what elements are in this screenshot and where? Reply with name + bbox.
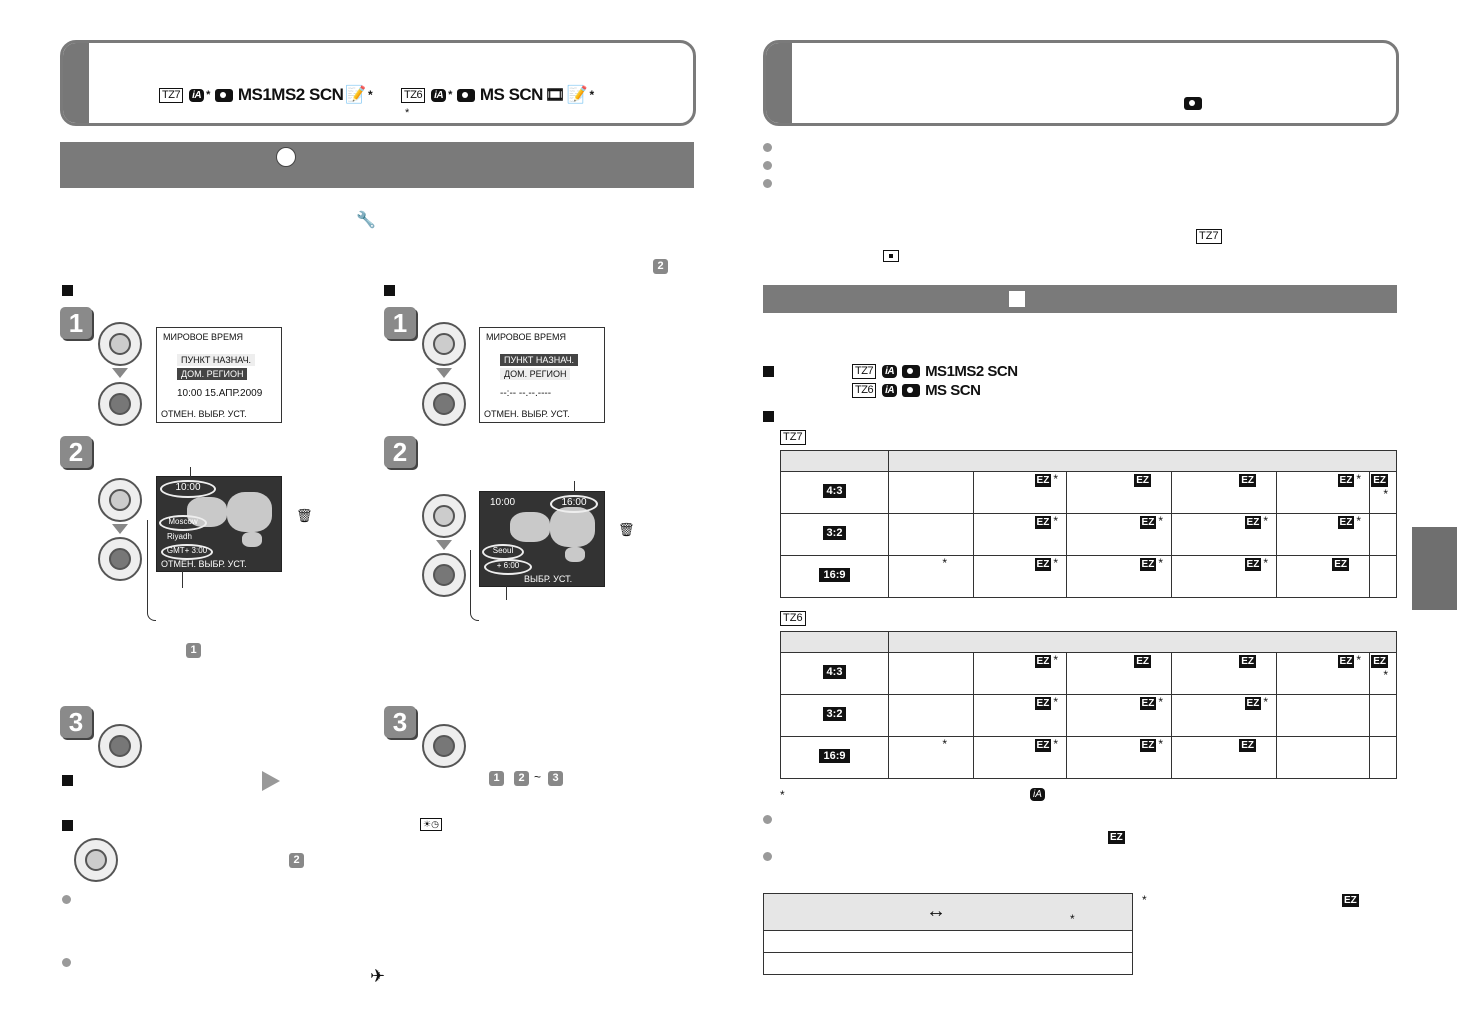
double-arrow-icon: ↔ — [926, 900, 946, 922]
bracket — [470, 550, 479, 621]
table-cell — [974, 653, 1067, 695]
dpad-left-right[interactable] — [98, 478, 142, 522]
star: * — [1158, 737, 1163, 751]
grid-icon — [1009, 291, 1025, 307]
tz6-badge: TZ6 — [401, 88, 425, 103]
ez-icon: EZ — [1241, 656, 1254, 667]
ez-icon: EZ — [1339, 517, 1353, 528]
ez-icon: EZ — [1110, 832, 1123, 843]
ratio-cell — [781, 737, 889, 779]
table-cell — [1067, 653, 1172, 695]
step-1-left: 1 — [60, 307, 92, 339]
dpad-up[interactable] — [422, 322, 466, 366]
wrench-icon: 🔧 — [356, 212, 376, 229]
comparison-table — [763, 893, 1133, 975]
ratio-cell — [781, 472, 889, 514]
column-marker-left — [62, 285, 73, 296]
right-header-box — [763, 40, 1399, 126]
ez-icon: EZ — [1373, 475, 1386, 486]
ia-icon: iA — [189, 89, 204, 102]
ratio-4-3: 4:3 — [823, 484, 847, 498]
header-cell — [781, 632, 889, 653]
table-cell — [1277, 514, 1370, 556]
ez-icon: EZ — [1246, 517, 1260, 528]
table-cell — [974, 472, 1067, 514]
table-cell — [1067, 514, 1172, 556]
bracket — [147, 520, 156, 621]
star: * — [1356, 472, 1361, 486]
section-marker — [62, 775, 73, 786]
left-header-box — [60, 40, 696, 126]
ia-icon: iA — [431, 89, 446, 102]
table-cell — [889, 653, 974, 695]
menu-item-home[interactable]: ДОМ. РЕГИОН — [177, 368, 247, 380]
star: * — [1356, 514, 1361, 528]
camera-icon — [1184, 97, 1202, 110]
table-cell — [974, 514, 1067, 556]
tz6-mode-text: MS SCN — [479, 85, 543, 104]
table-cell — [1067, 556, 1172, 598]
star: * — [1383, 668, 1388, 682]
screen-datetime: 10:00 15.АПР.2009 — [177, 388, 263, 399]
menu-item-destination[interactable]: ПУНКТ НАЗНАЧ. — [177, 354, 255, 366]
city-moscow[interactable]: Moscow — [159, 515, 207, 531]
gmt-offset: GMT+ 3:00 — [161, 544, 213, 560]
screen-title: МИРОВОЕ ВРЕМЯ — [163, 332, 243, 342]
lcd-screen-destination — [479, 327, 605, 423]
side-chapter-tab — [1412, 527, 1457, 610]
step-2-right: 2 — [384, 436, 416, 468]
time-difference: + 6:00 — [484, 559, 532, 575]
star: * — [1263, 556, 1268, 570]
table-cell — [974, 695, 1067, 737]
ratio-16-9: 16:9 — [819, 749, 849, 763]
table-row — [781, 653, 1397, 695]
header-tab — [766, 43, 792, 123]
dpad-set[interactable] — [422, 724, 466, 768]
lcd-screen-home — [156, 327, 282, 423]
step-3-left: 3 — [60, 706, 92, 738]
ratio-3-2: 3:2 — [823, 707, 847, 721]
table-cell — [1172, 514, 1277, 556]
step-3-right: 3 — [384, 706, 416, 738]
table-cell — [1277, 695, 1370, 737]
step-2-left: 2 — [60, 436, 92, 468]
table-cell — [1172, 737, 1277, 779]
callout-line — [190, 467, 191, 479]
note-bullet — [763, 179, 772, 188]
clipboard-icon: 📝 — [566, 85, 588, 104]
dpad-set[interactable] — [422, 553, 466, 597]
menu-item-destination[interactable]: ПУНКТ НАЗНАЧ. — [500, 354, 578, 366]
table-cell — [974, 556, 1067, 598]
airplane-icon: ✈ — [370, 966, 386, 986]
home-time-oval: 10:00 — [160, 480, 216, 498]
dpad-set[interactable] — [422, 382, 466, 426]
table-cell — [1277, 653, 1370, 695]
ez-icon: EZ — [1334, 559, 1347, 570]
callout-line — [574, 481, 575, 493]
screen-title: МИРОВОЕ ВРЕМЯ — [486, 332, 566, 342]
table-cell — [1172, 472, 1277, 514]
table-footnote-star: * — [780, 788, 785, 802]
badge-2: 2 — [514, 771, 529, 786]
note-bullet — [763, 161, 772, 170]
ez-icon: EZ — [1136, 475, 1149, 486]
header-star: * — [1070, 912, 1075, 926]
tz6-table — [780, 631, 1397, 779]
menu-item-home[interactable]: ДОМ. РЕГИОН — [500, 368, 570, 380]
ez-icon: EZ — [1141, 559, 1155, 570]
step-1-right: 1 — [384, 307, 416, 339]
ez-icon: EZ — [1141, 517, 1155, 528]
table-row — [781, 514, 1397, 556]
trash-icon: 🗑 — [618, 522, 635, 537]
film-icon: 🎞 — [544, 87, 565, 104]
callout-line — [182, 570, 183, 588]
star: * — [1383, 487, 1388, 501]
tz6-modes-row — [852, 382, 980, 399]
world-time-icon — [276, 147, 296, 167]
city-riyadh[interactable]: Riyadh — [167, 532, 192, 541]
tz7-badge: TZ7 — [1196, 229, 1222, 244]
world-time-section-bar — [60, 142, 694, 188]
camera-icon — [457, 89, 475, 102]
star: * — [1158, 556, 1163, 570]
table-cell — [1172, 695, 1277, 737]
star: * — [1053, 556, 1058, 570]
table-cell — [1067, 695, 1172, 737]
step-ref-badge-2: 2 — [653, 259, 668, 274]
ia-icon: iA — [882, 365, 897, 378]
tz6-table-badge: TZ6 — [780, 611, 806, 626]
trash-icon: 🗑 — [296, 508, 313, 523]
table-cell — [889, 737, 974, 779]
arrow-right-icon — [262, 771, 280, 791]
badge-separator: ~ — [534, 770, 542, 784]
dpad-up[interactable] — [74, 838, 118, 882]
ez-icon: EZ — [1339, 656, 1353, 667]
table-cell — [1172, 653, 1277, 695]
ratio-cell — [781, 514, 889, 556]
tz7-modes-row — [852, 363, 1018, 380]
map-land — [227, 492, 272, 532]
note-bullet — [763, 815, 772, 824]
dpad-left-right[interactable] — [422, 494, 466, 538]
note-bullet — [62, 958, 71, 967]
table-cell — [889, 556, 974, 598]
clipboard-icon: 📝 — [345, 85, 367, 104]
table-cell — [1172, 556, 1277, 598]
star: * — [1263, 514, 1268, 528]
ratio-cell — [781, 556, 889, 598]
table-cell — [889, 514, 974, 556]
ez-icon: EZ — [1036, 740, 1050, 751]
header-cell — [889, 451, 1397, 472]
tz7-badge: TZ7 — [159, 88, 183, 103]
screen-bottom-hints: ВЫБР. УСТ. — [524, 574, 573, 584]
badge-3: 3 — [548, 771, 563, 786]
header-footnote-star: * — [405, 107, 410, 119]
bottom-note-star: * — [1142, 893, 1147, 907]
arrow-down-icon — [112, 524, 128, 534]
tz6-mode-text: MS SCN — [925, 382, 981, 399]
arrow-down-icon — [436, 368, 452, 378]
star: * — [1053, 737, 1058, 751]
camera-icon — [215, 89, 233, 102]
tz7-mode-text: MS1MS2 SCN — [237, 85, 344, 104]
arrow-down-icon — [436, 540, 452, 550]
tz7-table-badge: TZ7 — [780, 430, 806, 445]
star: * — [1263, 695, 1268, 709]
ez-icon: EZ — [1241, 740, 1254, 751]
badge-1: 1 — [489, 771, 504, 786]
section-marker — [763, 366, 774, 377]
tz7-mode-text: MS1MS2 SCN — [925, 363, 1018, 380]
note-bullet — [763, 852, 772, 861]
home-time: 10:00 — [490, 497, 516, 508]
table-cell — [1370, 556, 1397, 598]
city-seoul[interactable]: Seoul — [482, 544, 524, 560]
ez-icon: EZ — [1344, 895, 1357, 906]
table-cell — [1370, 737, 1397, 779]
tz6-mode-icons: TZ6 iA * MS SCN 🎞 📝 * — [401, 85, 594, 105]
star: * — [942, 556, 947, 570]
ia-icon: iA — [1030, 788, 1045, 801]
ez-icon: EZ — [1241, 475, 1254, 486]
table-header-row — [781, 451, 1397, 472]
star: * — [1053, 695, 1058, 709]
star: * — [1053, 472, 1058, 486]
ratio-4-3: 4:3 — [823, 665, 847, 679]
table-row — [781, 556, 1397, 598]
header-tab — [63, 43, 89, 123]
screen-bottom-hints: ОТМЕН. ВЫБР. УСТ. — [161, 559, 247, 569]
callout-line — [506, 585, 507, 600]
table-cell — [1067, 737, 1172, 779]
section-marker — [62, 820, 73, 831]
screen-datetime: --:-- --.--.---- — [500, 388, 552, 399]
world-map-destination — [479, 491, 605, 587]
ratio-3-2: 3:2 — [823, 526, 847, 540]
star: * — [1158, 514, 1163, 528]
ez-icon: EZ — [1246, 698, 1260, 709]
world-map-home — [156, 476, 282, 572]
ez-icon: EZ — [1036, 698, 1050, 709]
ratio-16-9: 16:9 — [819, 568, 849, 582]
header-cell — [889, 632, 1397, 653]
map-land — [242, 532, 262, 547]
table-row — [781, 472, 1397, 514]
note-bullet — [62, 895, 71, 904]
ez-icon: EZ — [1036, 475, 1050, 486]
table-cell — [1277, 556, 1370, 598]
single-focus-icon — [883, 250, 899, 262]
destination-time-oval: 16:00 — [550, 495, 598, 513]
dpad-set[interactable] — [98, 724, 142, 768]
dpad-up[interactable] — [98, 322, 142, 366]
table-cell — [1370, 695, 1397, 737]
map-land — [565, 547, 585, 562]
star: * — [942, 737, 947, 751]
tz7-badge: TZ7 — [852, 364, 876, 379]
note-bullet — [763, 143, 772, 152]
star: * — [1053, 514, 1058, 528]
step-ref-badge-1: 1 — [186, 643, 201, 658]
ratio-cell — [781, 695, 889, 737]
dst-icon: ☀◷ — [420, 818, 442, 831]
table-cell — [889, 472, 974, 514]
screen-bottom-hints: ОТМЕН. ВЫБР. УСТ. — [161, 409, 247, 419]
table-cell — [1370, 514, 1397, 556]
ez-icon: EZ — [1141, 740, 1155, 751]
table-cell — [889, 695, 974, 737]
ez-icon: EZ — [1036, 517, 1050, 528]
table-cell — [1370, 653, 1397, 695]
table-cell — [1067, 472, 1172, 514]
ez-icon: EZ — [1373, 656, 1386, 667]
table-row — [781, 737, 1397, 779]
tz6-badge: TZ6 — [852, 383, 876, 398]
table-row — [781, 695, 1397, 737]
arrow-down-icon — [112, 368, 128, 378]
ez-icon: EZ — [1246, 559, 1260, 570]
ia-icon: iA — [882, 384, 897, 397]
map-land — [510, 512, 550, 542]
table-cell — [1277, 472, 1370, 514]
camera-icon — [902, 365, 920, 378]
star: * — [1158, 695, 1163, 709]
ez-icon: EZ — [1136, 656, 1149, 667]
ez-icon: EZ — [1036, 559, 1050, 570]
ez-icon: EZ — [1036, 656, 1050, 667]
column-marker-right — [384, 285, 395, 296]
tz7-table — [780, 450, 1397, 598]
section-marker — [763, 411, 774, 422]
ez-icon: EZ — [1339, 475, 1353, 486]
comparison-header — [764, 894, 1132, 931]
table-cell — [1370, 472, 1397, 514]
comparison-row-divider — [764, 952, 1132, 953]
table-cell — [974, 737, 1067, 779]
table-header-row — [781, 632, 1397, 653]
step-ref-badge-2: 2 — [289, 853, 304, 868]
camera-icon — [902, 384, 920, 397]
map-land — [550, 507, 595, 547]
ez-icon: EZ — [1141, 698, 1155, 709]
aspect-section-bar — [763, 285, 1397, 313]
dpad-set[interactable] — [98, 382, 142, 426]
star: * — [368, 88, 373, 102]
dpad-set[interactable] — [98, 537, 142, 581]
table-cell — [1277, 737, 1370, 779]
star: * — [1356, 653, 1361, 667]
header-cell — [781, 451, 889, 472]
tz7-mode-icons: TZ7 iA * MS1MS2 SCN 📝 * — [159, 85, 372, 105]
star: * — [1053, 653, 1058, 667]
screen-bottom-hints: ОТМЕН. ВЫБР. УСТ. — [484, 409, 570, 419]
ratio-cell — [781, 653, 889, 695]
